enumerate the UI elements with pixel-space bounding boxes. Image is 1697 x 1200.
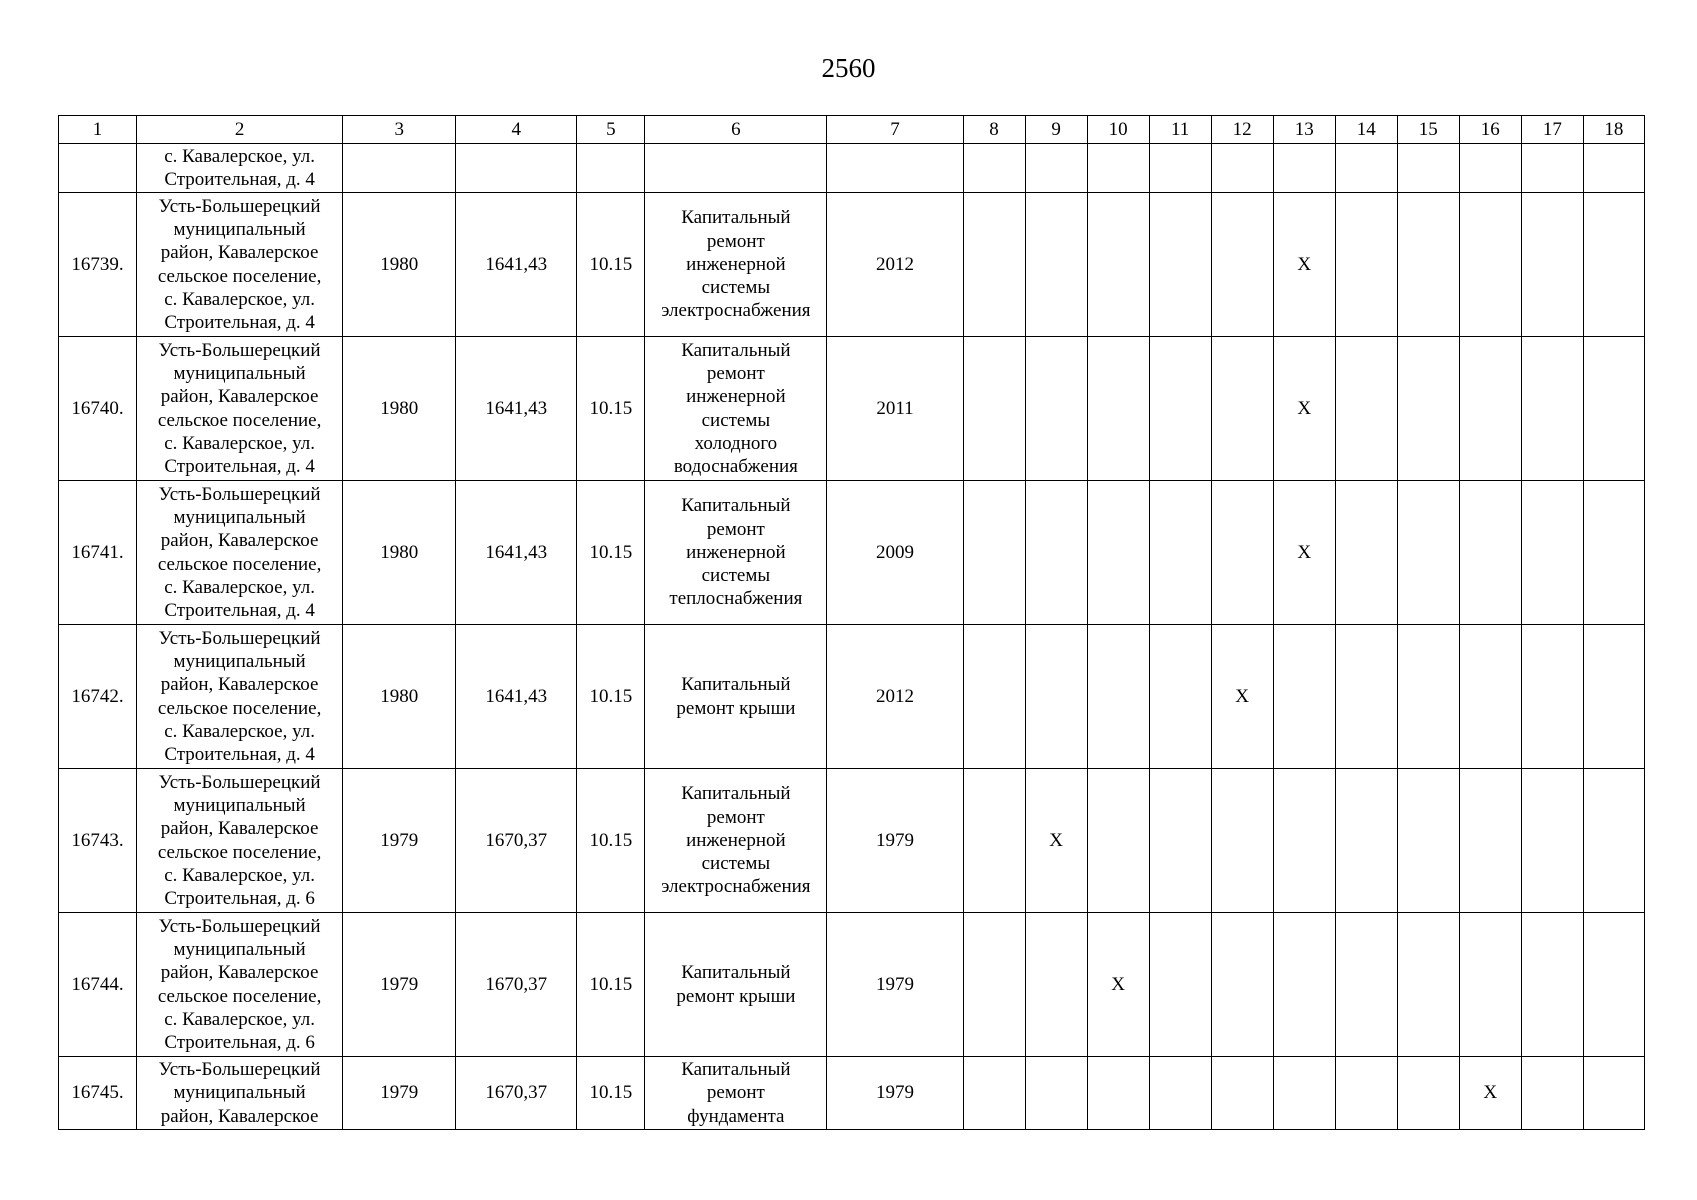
cell-area: 1670,37 [456, 769, 577, 913]
cell-empty [1273, 1057, 1335, 1130]
cell-code: 10.15 [577, 769, 645, 913]
column-header: 2 [137, 116, 343, 144]
cell-empty [1025, 913, 1087, 1057]
cell-empty [645, 144, 827, 193]
cell-empty [1459, 144, 1521, 193]
cell-empty [1583, 1057, 1644, 1130]
cell-empty [827, 144, 963, 193]
cell-empty [1397, 625, 1459, 769]
cell-empty [1273, 913, 1335, 1057]
column-number-row [59, 116, 1645, 144]
column-header: 17 [1521, 116, 1583, 144]
cell-address: Усть-Большерецкий муниципальный район, Кавалерское сельское поселение, с. Кавалерское, ул. Строительная, д. 4 [137, 481, 343, 625]
cell-empty [1459, 193, 1521, 337]
cell-empty [1273, 144, 1335, 193]
cell-code: 10.15 [577, 625, 645, 769]
cell-number: 16739. [59, 193, 137, 337]
cell-empty [1149, 913, 1211, 1057]
cell-address: Усть-Большерецкий муниципальный район, Кавалерское сельское поселение, с. Кавалерское, ул. Строительная, д. 6 [137, 913, 343, 1057]
cell-empty [1149, 481, 1211, 625]
cell-empty [1087, 481, 1149, 625]
cell-code: 10.15 [577, 913, 645, 1057]
cell-number: 16745. [59, 1057, 137, 1130]
cell-empty [1149, 337, 1211, 481]
cell-area: 1670,37 [456, 913, 577, 1057]
cell-mark-col-10: X [1087, 913, 1149, 1057]
cell-address: Усть-Большерецкий муниципальный район, Кавалерское сельское поселение, с. Кавалерское, ул. Строительная, д. 4 [137, 337, 343, 481]
cell-empty [1087, 144, 1149, 193]
column-header: 11 [1149, 116, 1211, 144]
table-row [59, 1057, 1645, 1130]
cell-code: 10.15 [577, 481, 645, 625]
cell-work-type: Капитальный ремонт инженерной системы холодного водоснабжения [645, 337, 827, 481]
cell-address: с. Кавалерское, ул. Строительная, д. 4 [137, 144, 343, 193]
table-row [59, 913, 1645, 1057]
cell-mark-col-9: X [1025, 769, 1087, 913]
cell-empty [1583, 625, 1644, 769]
cell-empty [577, 144, 645, 193]
cell-empty [343, 144, 456, 193]
cell-empty [963, 193, 1025, 337]
column-header: 18 [1583, 116, 1644, 144]
cell-work-type: Капитальный ремонт фундамента [645, 1057, 827, 1130]
cell-empty [1583, 337, 1644, 481]
cell-address: Усть-Большерецкий муниципальный район, Кавалерское сельское поселение, с. Кавалерское, ул. Строительная, д. 6 [137, 769, 343, 913]
cell-empty [963, 144, 1025, 193]
cell-empty [1459, 913, 1521, 1057]
cell-empty [1211, 144, 1273, 193]
cell-empty [1149, 625, 1211, 769]
cell-empty [1583, 144, 1644, 193]
cell-work-year: 2012 [827, 625, 963, 769]
cell-number: 16742. [59, 625, 137, 769]
cell-empty [1459, 481, 1521, 625]
cell-empty [1025, 625, 1087, 769]
cell-empty [1025, 193, 1087, 337]
cell-empty [1521, 144, 1583, 193]
cell-empty [1397, 337, 1459, 481]
cell-empty [1149, 769, 1211, 913]
cell-work-type: Капитальный ремонт инженерной системы электроснабжения [645, 193, 827, 337]
cell-empty [1335, 769, 1397, 913]
cell-empty [963, 1057, 1025, 1130]
column-header: 7 [827, 116, 963, 144]
cell-work-type: Капитальный ремонт инженерной системы теплоснабжения [645, 481, 827, 625]
column-header: 3 [343, 116, 456, 144]
column-header: 1 [59, 116, 137, 144]
cell-code: 10.15 [577, 1057, 645, 1130]
column-header: 13 [1273, 116, 1335, 144]
cell-empty [963, 913, 1025, 1057]
cell-empty [1149, 144, 1211, 193]
cell-empty [1397, 144, 1459, 193]
cell-empty [1521, 769, 1583, 913]
cell-work-type: Капитальный ремонт инженерной системы электроснабжения [645, 769, 827, 913]
cell-work-year: 2011 [827, 337, 963, 481]
column-header: 6 [645, 116, 827, 144]
cell-empty [1521, 1057, 1583, 1130]
column-header: 5 [577, 116, 645, 144]
cell-empty [1521, 913, 1583, 1057]
cell-empty [1335, 625, 1397, 769]
column-header: 12 [1211, 116, 1273, 144]
cell-area: 1641,43 [456, 337, 577, 481]
cell-year-built: 1979 [343, 913, 456, 1057]
cell-address: Усть-Большерецкий муниципальный район, Кавалерское [137, 1057, 343, 1130]
cell-empty [963, 481, 1025, 625]
cell-area: 1670,37 [456, 1057, 577, 1130]
cell-empty [1459, 337, 1521, 481]
cell-empty [1397, 481, 1459, 625]
table-row [59, 625, 1645, 769]
cell-number: 16744. [59, 913, 137, 1057]
cell-year-built: 1980 [343, 193, 456, 337]
cell-empty [1397, 193, 1459, 337]
cell-work-year: 2012 [827, 193, 963, 337]
cell-empty [1211, 337, 1273, 481]
cell-empty [1335, 481, 1397, 625]
cell-empty [1459, 625, 1521, 769]
column-header: 16 [1459, 116, 1521, 144]
column-header: 14 [1335, 116, 1397, 144]
column-header: 15 [1397, 116, 1459, 144]
cell-empty [1335, 1057, 1397, 1130]
cell-number [59, 144, 137, 193]
cell-empty [1521, 193, 1583, 337]
column-header: 8 [963, 116, 1025, 144]
cell-empty [1335, 193, 1397, 337]
cell-address: Усть-Большерецкий муниципальный район, Кавалерское сельское поселение, с. Кавалерское, ул. Строительная, д. 4 [137, 625, 343, 769]
cell-empty [1583, 913, 1644, 1057]
cell-mark-col-12: X [1211, 625, 1273, 769]
cell-empty [1087, 1057, 1149, 1130]
cell-empty [963, 625, 1025, 769]
cell-year-built: 1980 [343, 625, 456, 769]
cell-empty [1149, 1057, 1211, 1130]
cell-mark-col-13: X [1273, 193, 1335, 337]
cell-empty [1521, 481, 1583, 625]
cell-empty [1397, 769, 1459, 913]
cell-empty [1087, 193, 1149, 337]
table-row [59, 337, 1645, 481]
cell-work-year: 1979 [827, 1057, 963, 1130]
table-row [59, 481, 1645, 625]
cell-empty [1211, 769, 1273, 913]
cell-empty [1087, 337, 1149, 481]
cell-year-built: 1980 [343, 337, 456, 481]
cell-area: 1641,43 [456, 193, 577, 337]
cell-empty [1025, 337, 1087, 481]
cell-empty [1397, 913, 1459, 1057]
cell-year-built: 1979 [343, 769, 456, 913]
cell-empty [963, 337, 1025, 481]
cell-mark-col-13: X [1273, 481, 1335, 625]
cell-empty [1335, 913, 1397, 1057]
cell-area: 1641,43 [456, 481, 577, 625]
cell-work-type: Капитальный ремонт крыши [645, 913, 827, 1057]
table-row [59, 769, 1645, 913]
table-row-continuation [59, 144, 1645, 193]
cell-empty [1335, 144, 1397, 193]
table-row [59, 193, 1645, 337]
cell-empty [1583, 769, 1644, 913]
cell-empty [1521, 337, 1583, 481]
cell-empty [1211, 481, 1273, 625]
cell-mark-col-13: X [1273, 337, 1335, 481]
column-header: 9 [1025, 116, 1087, 144]
cell-work-type: Капитальный ремонт крыши [645, 625, 827, 769]
cell-empty [1335, 337, 1397, 481]
cell-empty [1087, 625, 1149, 769]
cell-number: 16743. [59, 769, 137, 913]
cell-year-built: 1980 [343, 481, 456, 625]
page-number: 2560 [821, 53, 876, 83]
cell-empty [1025, 1057, 1087, 1130]
cell-empty [963, 769, 1025, 913]
cell-empty [1583, 481, 1644, 625]
cell-number: 16741. [59, 481, 137, 625]
cell-mark-col-16: X [1459, 1057, 1521, 1130]
cell-year-built: 1979 [343, 1057, 456, 1130]
cell-empty [1521, 625, 1583, 769]
column-header: 10 [1087, 116, 1149, 144]
cell-code: 10.15 [577, 193, 645, 337]
cell-number: 16740. [59, 337, 137, 481]
cell-work-year: 2009 [827, 481, 963, 625]
register-table [58, 115, 1645, 1130]
cell-work-year: 1979 [827, 769, 963, 913]
cell-empty [1211, 1057, 1273, 1130]
cell-work-year: 1979 [827, 913, 963, 1057]
column-header: 4 [456, 116, 577, 144]
cell-empty [1397, 1057, 1459, 1130]
cell-empty [1459, 769, 1521, 913]
cell-empty [456, 144, 577, 193]
cell-empty [1211, 193, 1273, 337]
cell-address: Усть-Большерецкий муниципальный район, Кавалерское сельское поселение, с. Кавалерское, ул. Строительная, д. 4 [137, 193, 343, 337]
cell-empty [1211, 913, 1273, 1057]
cell-area: 1641,43 [456, 625, 577, 769]
cell-code: 10.15 [577, 337, 645, 481]
cell-empty [1273, 625, 1335, 769]
cell-empty [1025, 481, 1087, 625]
cell-empty [1583, 193, 1644, 337]
cell-empty [1273, 769, 1335, 913]
cell-empty [1087, 769, 1149, 913]
cell-empty [1149, 193, 1211, 337]
cell-empty [1025, 144, 1087, 193]
